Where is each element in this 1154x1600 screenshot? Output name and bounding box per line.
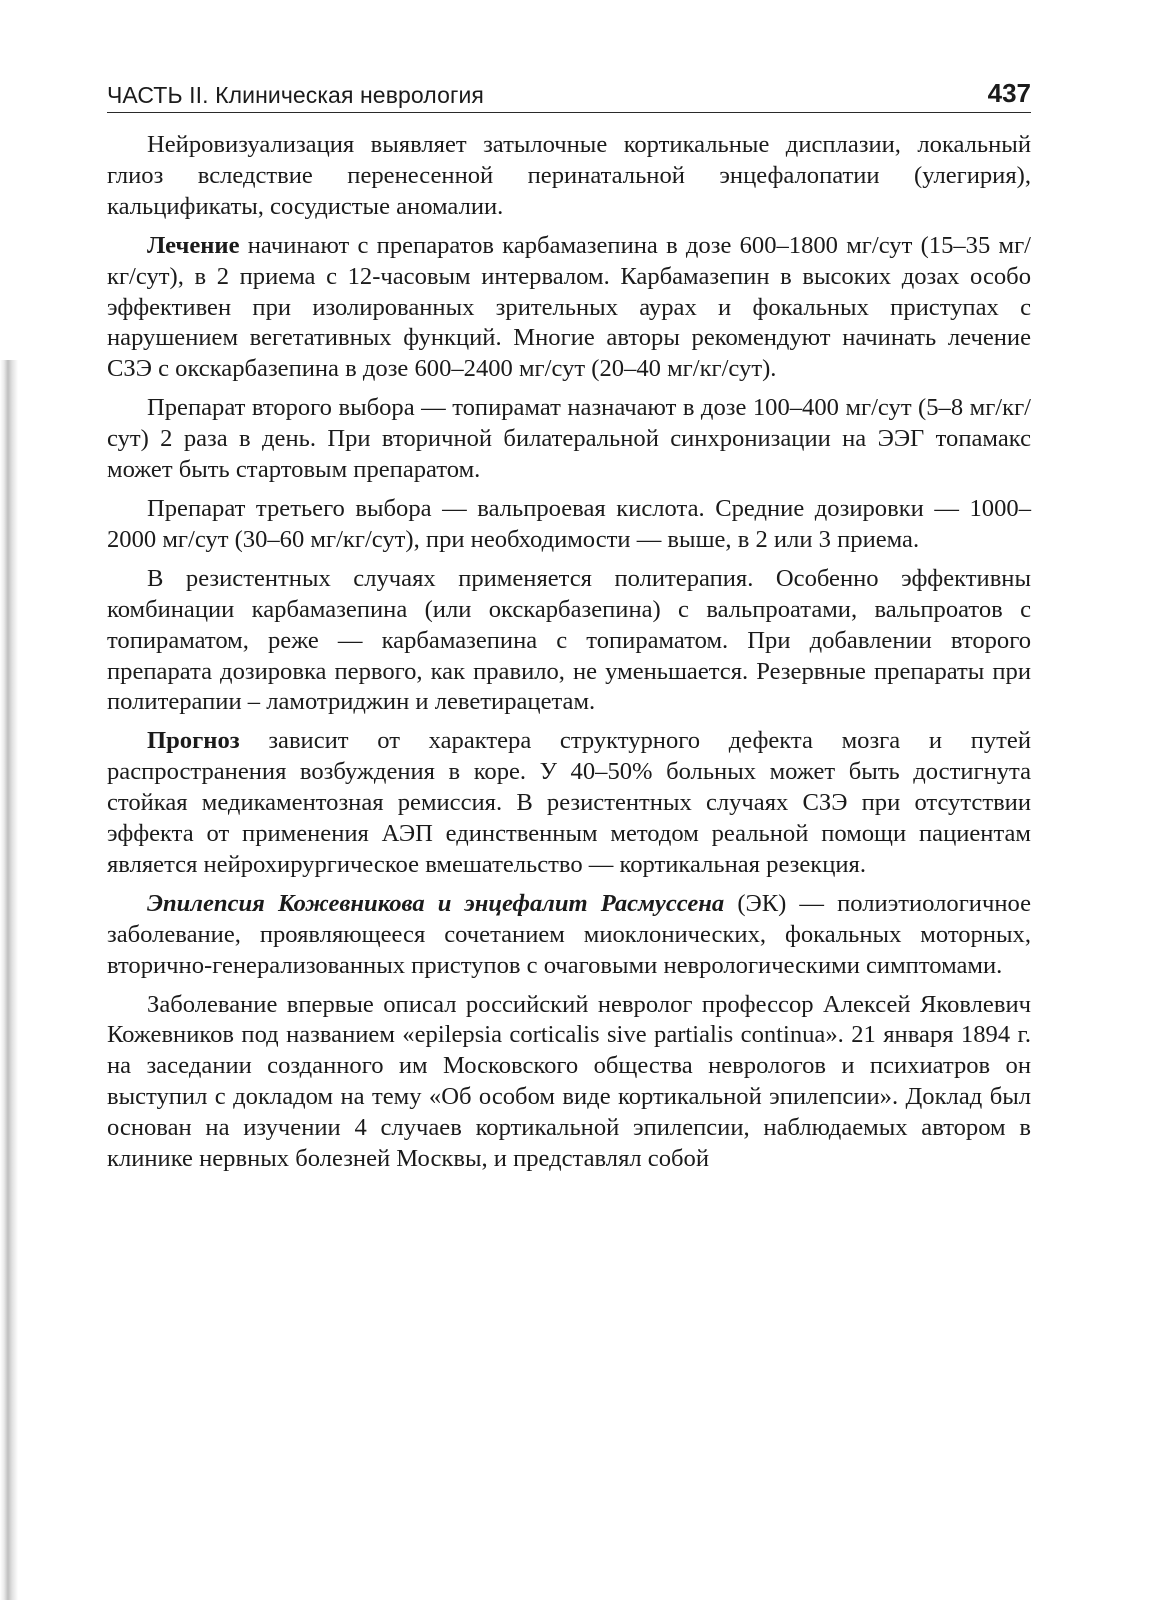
- paragraph-second-choice: [107, 393, 1031, 486]
- paragraph-text: Нейровизуализация выявляет затылочные кортикальные дисплазии, локальный глиоз вследствие перенесенной перинатальной энцефалопатии (улегирия), кальцификаты, сосудистые аномалии.: [107, 131, 1031, 220]
- paragraph-history: [107, 990, 1031, 1175]
- paragraph-third-choice: [107, 494, 1031, 556]
- paragraph-kozhevnikov: [107, 889, 1031, 982]
- running-title: ЧАСТЬ II. Клиническая неврология: [107, 82, 484, 108]
- page-number: 437: [987, 78, 1031, 108]
- paragraph-text: В резистентных случаях применяется политерапия. Особенно эффективны комбинации карбамазепина (или окскарбазепина) с вальпроатами, вальпроатов с топираматом, реже — карбамазепина с топираматом. При добавлении второго препарата дозировка первого, как правило, не уменьшается. Резервные препараты при политерапии – ламотриджин и леветирацетам.: [107, 564, 1031, 716]
- paragraph-polytherapy: [107, 564, 1031, 719]
- paragraph-prognosis: [107, 726, 1031, 881]
- running-header: [107, 78, 1031, 113]
- paragraph-text: (ЭК) — полиэтиологичное заболевание, проявляющееся сочетанием миоклонических, фокальных моторных, вторично-генерализованных приступов с очаговыми неврологическими симптомами.: [107, 889, 1031, 979]
- paragraph-text: Препарат третьего выбора — вальпроевая кислота. Средние дозировки — 1000–2000 мг/сут (30–60 мг/кг/сут), при необходимости — выше, в 2 или 3 приема.: [107, 494, 1031, 553]
- paragraph-neuroimaging: [107, 130, 1031, 223]
- paragraph-text: начинают с препаратов карбамазепина в дозе 600–1800 мг/сут (15–35 мг/кг/сут), в 2 приема с 12-часовым интервалом. Карбамазепин в высоких дозах особо эффективен при изолированных зрительных аурах и фокальных приступах с нарушением вегетативных функций. Многие авторы рекомендуют начинать лечение СЗЭ с окскарбазепина в дозе 600–2400 мг/сут (20–40 мг/кг/сут).: [107, 231, 1031, 383]
- paragraph-treatment: [107, 231, 1031, 386]
- page-binding-edge: [0, 360, 18, 1600]
- paragraph-lead-term: Прогноз: [147, 727, 240, 755]
- body-text: [107, 130, 1031, 1183]
- paragraph-text: зависит от характера структурного дефекта мозга и путей распространения возбуждения в коре. У 40–50% больных может быть достигнута стойкая медикаментозная ремиссия. В резистентных случаях СЗЭ при отсутствии эффекта от применения АЭП единственным методом реальной помощи пациентам является нейрохирургическое вмешательство — кортикальная резекция.: [107, 727, 1031, 878]
- paragraph-text: Препарат второго выбора — топирамат назначают в дозе 100–400 мг/сут (5–8 мг/кг/сут) 2 раза в день. При вторичной билатеральной синхронизации на ЭЭГ топамакс может быть стартовым препаратом.: [107, 394, 1031, 484]
- paragraph-lead-term: Эпилепсия Кожевникова и энцефалит Расмуссена: [147, 889, 725, 917]
- paragraph-lead-term: Лечение: [147, 231, 240, 259]
- paragraph-text: Заболевание впервые описал российский невролог профессор Алексей Яковлевич Кожевников под названием «epilepsia corticalis sive partialis continua». 21 января 1894 г. на заседании созданного им Московского общества неврологов и психиатров он выступил с докладом на тему «Об особом виде кортикальной эпилепсии». Доклад был основан на изучении 4 случаев кортикальной эпилепсии, наблюдаемых автором в клинике нервных болезней Москвы, и представлял собой: [107, 990, 1031, 1173]
